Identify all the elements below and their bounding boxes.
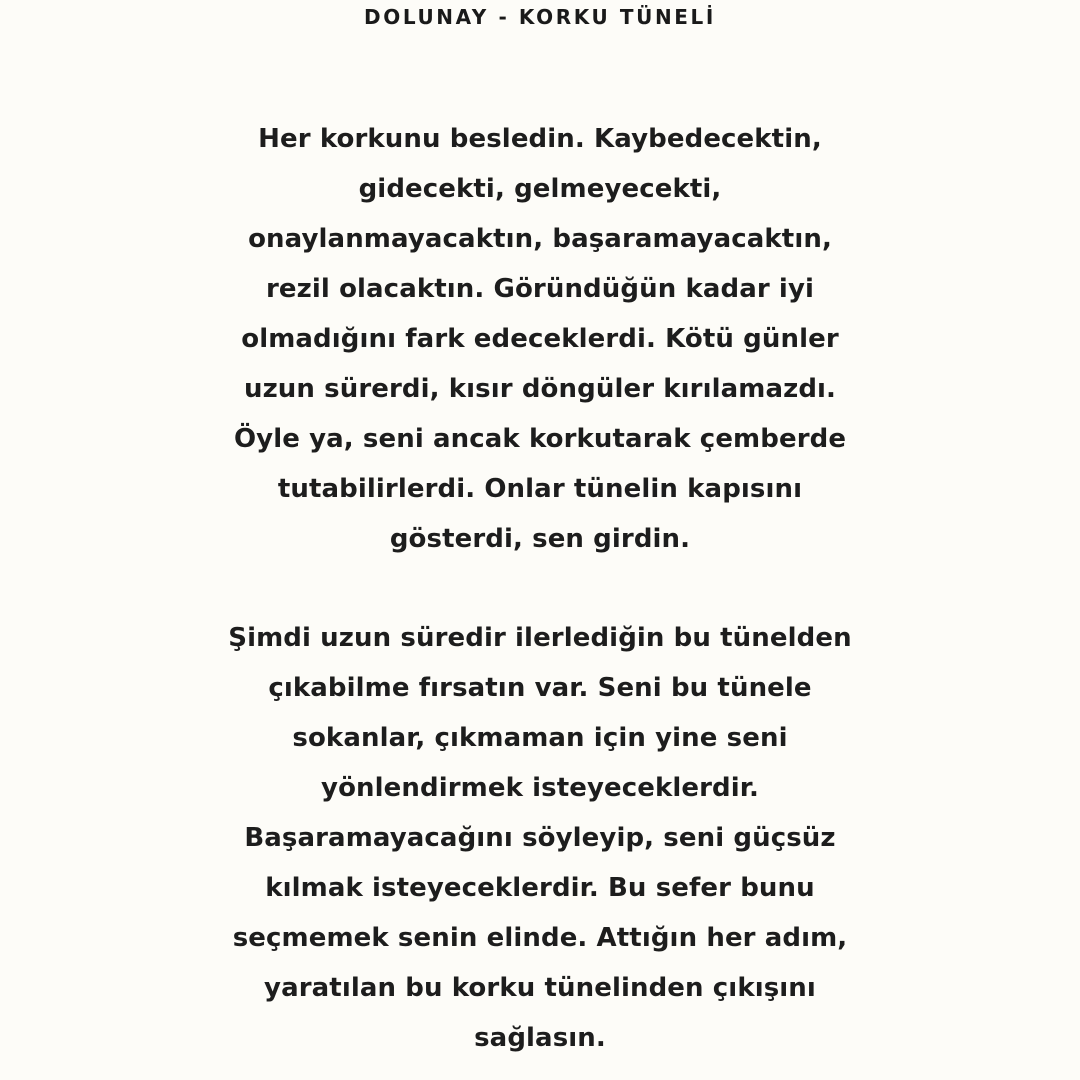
paragraph-line: sağlasın.	[474, 1023, 606, 1053]
paragraph-line: gidecekti, gelmeyecekti,	[358, 174, 722, 204]
paragraph-line: Şimdi uzun süredir ilerlediğin bu tünelden	[228, 623, 852, 653]
paragraph-line: rezil olacaktın. Göründüğün kadar iyi	[266, 274, 814, 304]
paragraph-line: tutabilirlerdi. Onlar tünelin kapısını	[277, 474, 803, 504]
paragraph-line: yaratılan bu korku tünelinden çıkışını	[264, 973, 816, 1003]
paragraph-line: olmadığını fark edeceklerdi. Kötü günler	[241, 324, 839, 354]
paragraph-line: Her korkunu besledin. Kaybedecektin,	[258, 124, 822, 154]
paragraph-line: sokanlar, çıkmaman için yine seni	[292, 723, 788, 753]
paragraph-line: yönlendirmek isteyeceklerdir.	[321, 773, 759, 803]
paragraph-line: çıkabilme fırsatın var. Seni bu tünele	[268, 673, 812, 703]
paragraph-line: kılmak isteyeceklerdir. Bu sefer bunu	[265, 873, 815, 903]
paragraph-line: seçmemek senin elinde. Attığın her adım,	[232, 923, 848, 953]
paragraph-2	[140, 613, 940, 1063]
paragraph-line: Başaramayacağını söyleyip, seni güçsüz	[244, 823, 836, 853]
paragraph-line: Öyle ya, seni ancak korkutarak çemberde	[233, 424, 847, 454]
document-title: DOLUNAY - KORKU TÜNELİ	[364, 5, 716, 29]
paragraph-line: gösterdi, sen girdin.	[389, 524, 691, 554]
paragraph-line: uzun sürerdi, kısır döngüler kırılamazdı.	[243, 374, 837, 404]
paragraph-line: onaylanmayacaktın, başaramayacaktın,	[248, 224, 832, 254]
paragraph-1	[140, 114, 940, 564]
